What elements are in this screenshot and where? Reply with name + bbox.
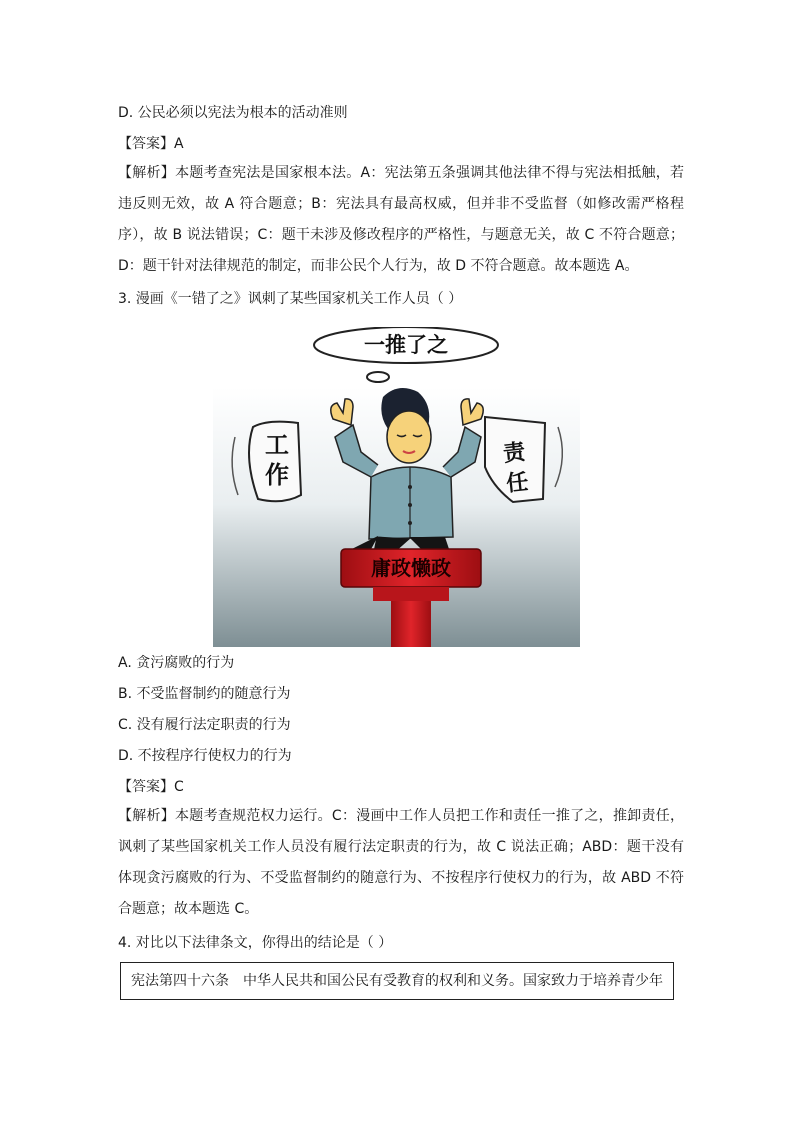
q4-article-box: 宪法第四十六条 中华人民共和国公民有受教育的权利和义务。国家致力于培养青少年 (120, 962, 674, 1000)
q3-option-c: C. 没有履行法定职责的行为 (118, 717, 291, 733)
pedestal-text: 庸政懒政 (371, 556, 451, 580)
q3-answer: 【答案】C (118, 779, 184, 795)
responsibility-paper-text: 责任 (502, 439, 530, 497)
work-paper-text: 工作 (265, 431, 289, 489)
q3-stem: 3. 漫画《一错了之》讽刺了某些国家机关工作人员（ ） (118, 291, 463, 307)
q2-analysis: 【解析】本题考查宪法是国家根本法。A：宪法第五条强调其他法律不得与宪法相抵触，若违反则无效，故 A 符合题意；B：宪法具有最高权威，但并非不受监督（如修改需严格程序），故 B 说法错误；C：题干未涉及修改程序的严格性，与题意无关，故 C 不符合题意；D：题干针对法律规范的制定，而非公民个人行为，故 D 不符合题意。故本题选 A。 (118, 165, 684, 274)
q3-analysis: 【解析】本题考查规范权力运行。C：漫画中工作人员把工作和责任一推了之，推卸责任，讽刺了某些国家机关工作人员没有履行法定职责的行为，故 C 说法正确；ABD：题干没有体现贪污腐败的行为、不受监督制约的随意行为、不按程序行使权力的行为，故 ABD 不符合题意；故本题选 C。 (118, 808, 684, 917)
q3-option-b: B. 不受监督制约的随意行为 (118, 686, 291, 702)
thought-text: 一推了之 (364, 333, 448, 357)
q4-stem: 4. 对比以下法律条文，你得出的结论是（ ） (118, 935, 393, 951)
q3-option-a: A. 贪污腐败的行为 (118, 655, 235, 671)
q2-option-d: D. 公民必须以宪法为根本的活动准则 (118, 105, 348, 121)
q2-answer: 【答案】A (118, 136, 184, 152)
q3-option-d: D. 不按程序行使权力的行为 (118, 748, 292, 764)
cartoon-figure (213, 327, 580, 647)
cartoon-illustration (213, 327, 580, 647)
